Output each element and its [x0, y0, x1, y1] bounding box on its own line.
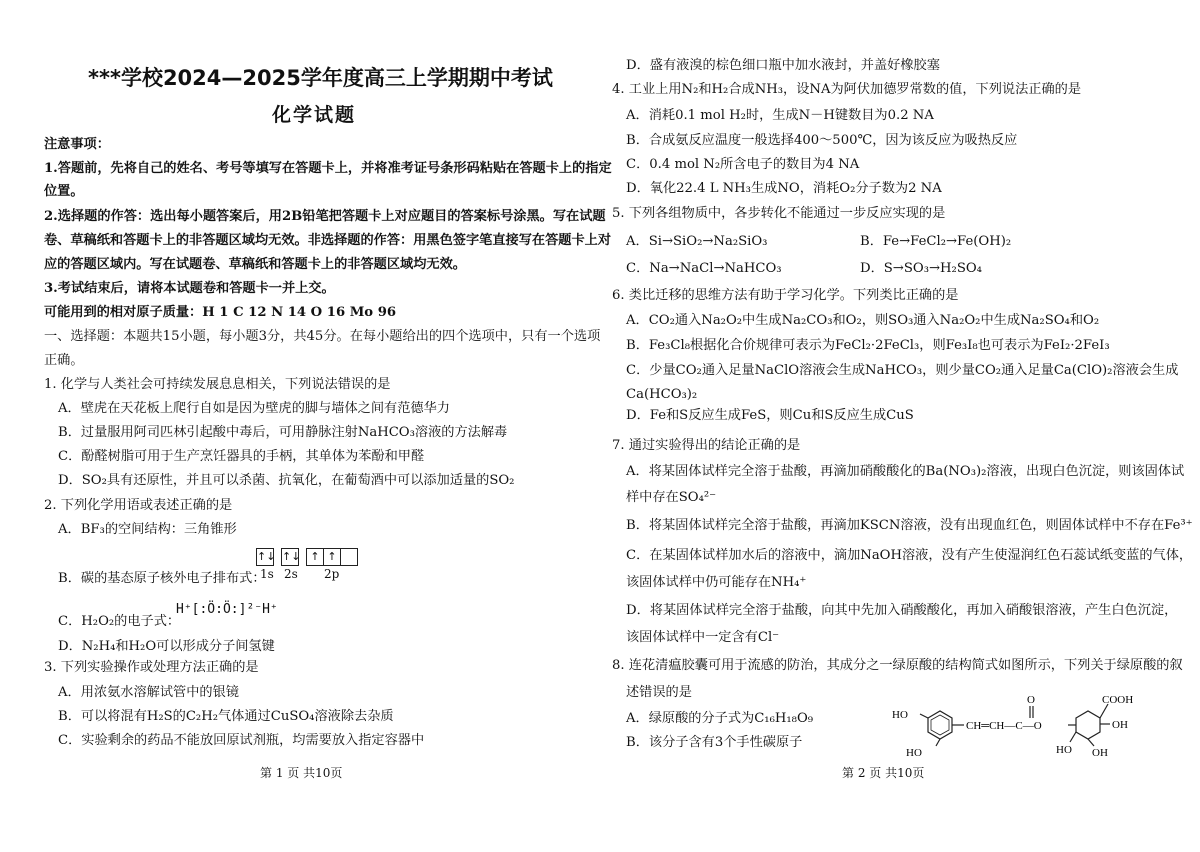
page-footer-2: 第 2 页 共10页: [842, 766, 925, 780]
q7-option-d-line1: D．将某固体试样完全溶于盐酸，向其中先加入硝酸酸化，再加入硝酸银溶液，产生白色沉淀，: [626, 603, 1178, 618]
q6-option-b: B．Fe₃Cl₈根据化合价规律可表示为FeCl₂·2FeCl₃，则Fe₃I₈也可表示为FeI₂·2FeI₃: [626, 338, 1110, 353]
q2-option-b: B．碳的基态原子核外电子排布式：: [58, 571, 266, 586]
q3-option-b: B．可以将混有H₂S的C₂H₂气体通过CuSO₄溶液除去杂质: [58, 709, 394, 724]
struct-label-chain: CH═CH—C—O: [966, 720, 1042, 732]
atomic-masses: 可能用到的相对原子质量：H 1 C 12 N 14 O 16 Mo 96: [44, 305, 397, 320]
q5-option-a: A．Si→SiO₂→Na₂SiO₃: [626, 234, 768, 249]
q4-option-b: B．合成氨反应温度一般选择400～500℃，因为该反应为吸热反应: [626, 133, 1018, 148]
struct-label-carbonyl-o: O: [1027, 694, 1035, 706]
q8-option-b: B．该分子含有3个手性碳原子: [626, 735, 803, 750]
orbital-box-2p-2: ↑: [323, 548, 341, 566]
q1-option-a: A．壁虎在天花板上爬行自如是因为壁虎的脚与墙体之间有范德华力: [58, 401, 450, 416]
question-6: 6. 类比迁移的思维方法有助于学习化学。下列类比正确的是: [612, 288, 959, 303]
note-2a: 2.选择题的作答：选出每小题答案后，用2B铅笔把答题卡上对应题目的答案标号涂黑。写在试题: [44, 209, 606, 224]
struct-label-ho-2: HO: [906, 747, 922, 759]
note-2b: 卷、草稿纸和答题卡上的非答题区域均无效。非选择题的作答：用黑色签字笔直接写在答题卡上对: [44, 233, 612, 248]
orbital-label-2p: 2p: [324, 567, 340, 581]
note-2c: 应的答题区域内。写在试题卷、草稿纸和答题卡上的非答题区域均无效。: [44, 257, 466, 272]
q4-option-d: D．氧化22.4 L NH₃生成NO，消耗O₂分子数为2 NA: [626, 181, 942, 196]
orbital-diagram: [256, 548, 357, 566]
q6-option-c-line2: Ca(HCO₃)₂: [626, 387, 698, 402]
q3-option-a: A．用浓氨水溶解试管中的银镜: [58, 685, 239, 700]
q1-option-d: D．SO₂具有还原性，并且可以杀菌、抗氧化，在葡萄酒中可以添加适量的SO₂: [58, 473, 515, 488]
question-2: 2. 下列化学用语或表述正确的是: [44, 498, 233, 513]
q5-option-b: B．Fe→FeCl₂→Fe(OH)₂: [860, 234, 1012, 249]
exam-subtitle: 化学试题: [272, 104, 357, 126]
struct-label-ho-1: HO: [892, 709, 908, 721]
orbital-label-2s: 2s: [284, 567, 298, 581]
q5-option-d: D．S→SO₃→H₂SO₄: [860, 261, 982, 276]
q1-option-b: B．过量服用阿司匹林引起酸中毒后，可用静脉注射NaHCO₃溶液的方法解毒: [58, 425, 508, 440]
struct-label-cooh: COOH: [1102, 694, 1134, 706]
q6-option-c-line1: C．少量CO₂通入足量NaClO溶液会生成NaHCO₃，则少量CO₂通入足量Ca(ClO)₂溶液会生成: [626, 363, 1179, 378]
q1-option-c: C．酚醛树脂可用于生产烹饪器具的手柄，其单体为苯酚和甲醛: [58, 449, 425, 464]
section-1a: 一、选择题：本题共15小题，每小题3分，共45分。在每小题给出的四个选项中，只有一个选项: [44, 329, 601, 344]
note-3: 3.考试结束后，请将本试题卷和答题卡一并上交。: [44, 281, 335, 296]
struct-label-ho-3: HO: [1056, 744, 1072, 756]
note-1b: 位置。: [44, 184, 84, 199]
struct-label-oh-1: OH: [1112, 719, 1128, 731]
question-8-line2: 述错误的是: [626, 685, 692, 700]
q8-option-a: A．绿原酸的分子式为C₁₆H₁₈O₉: [626, 711, 814, 726]
note-1a: 1.答题前，先将自己的姓名、考号等填写在答题卡上，并将准考证号条形码粘贴在答题卡上的指定: [44, 161, 612, 176]
question-5: 5. 下列各组物质中，各步转化不能通过一步反应实现的是: [612, 206, 946, 221]
q2-option-d: D．N₂H₄和H₂O可以形成分子间氢键: [58, 639, 275, 654]
struct-label-oh-2: OH: [1092, 747, 1108, 759]
q4-option-c: C．0.4 mol N₂所含电子的数目为4 NA: [626, 157, 860, 172]
h2o2-electron-formula: H⁺[:Ö:Ö:]²⁻H⁺: [176, 602, 278, 617]
section-1b: 正确。: [44, 353, 84, 368]
question-7: 7. 通过实验得出的结论正确的是: [612, 438, 801, 453]
q7-option-a-line1: A．将某固体试样完全溶于盐酸，再滴加硝酸酸化的Ba(NO₃)₂溶液，出现白色沉淀，则该固体试: [626, 464, 1185, 479]
exam-title: ***学校2024—2025学年度高三上学期期中考试: [88, 66, 553, 90]
question-1: 1. 化学与人类社会可持续发展息息相关，下列说法错误的是: [44, 377, 391, 392]
orbital-box-2p-1: ↑: [306, 548, 324, 566]
q6-option-a: A．CO₂通入Na₂O₂中生成Na₂CO₃和O₂，则SO₃通入Na₂O₂中生成Na₂SO₄和O₂: [626, 313, 1100, 328]
q3-option-d: D．盛有液溴的棕色细口瓶中加水液封，并盖好橡胶塞: [626, 58, 940, 73]
q2-option-a: A．BF₃的空间结构：三角锥形: [58, 522, 237, 537]
question-3: 3. 下列实验操作或处理方法正确的是: [44, 660, 259, 675]
orbital-box-2s: ↑↓: [281, 548, 299, 566]
notes-heading: 注意事项：: [44, 137, 110, 152]
page-footer-1: 第 1 页 共10页: [260, 766, 343, 780]
q6-option-d: D．Fe和S反应生成FeS，则Cu和S反应生成CuS: [626, 408, 914, 423]
question-4: 4. 工业上用N₂和H₂合成NH₃，设NA为阿伏加德罗常数的值，下列说法正确的是: [612, 82, 1082, 97]
q7-option-a-line2: 样中存在SO₄²⁻: [626, 490, 717, 505]
q7-option-c-line1: C．在某固体试样加水后的溶液中，滴加NaOH溶液，没有产生使湿润红色石蕊试纸变蓝的气体，: [626, 548, 1193, 563]
orbital-box-2p-3: [340, 548, 358, 566]
q7-option-c-line2: 该固体试样中仍可能存在NH₄⁺: [626, 575, 807, 590]
orbital-box-1s: ↑↓: [256, 548, 274, 566]
orbital-label-1s: 1s: [260, 567, 274, 581]
q3-option-c: C．实验剩余的药品不能放回原试剂瓶，均需要放入指定容器中: [58, 733, 425, 748]
q7-option-d-line2: 该固体试样中一定含有Cl⁻: [626, 630, 780, 645]
q4-option-a: A．消耗0.1 mol H₂时，生成N－H键数目为0.2 NA: [626, 108, 934, 123]
question-8-line1: 8. 连花清瘟胶囊可用于流感的防治，其成分之一绿原酸的结构简式如图所示，下列关于绿原酸的叙: [612, 658, 1183, 673]
q5-option-c: C．Na→NaCl→NaHCO₃: [626, 261, 782, 276]
chlorogenic-acid-structure: [880, 690, 1160, 762]
q2-option-c: C．H₂O₂的电子式：: [58, 614, 181, 629]
q7-option-b: B．将某固体试样完全溶于盐酸，再滴加KSCN溶液，没有出现血红色，则固体试样中不存在Fe³⁺: [626, 518, 1193, 533]
